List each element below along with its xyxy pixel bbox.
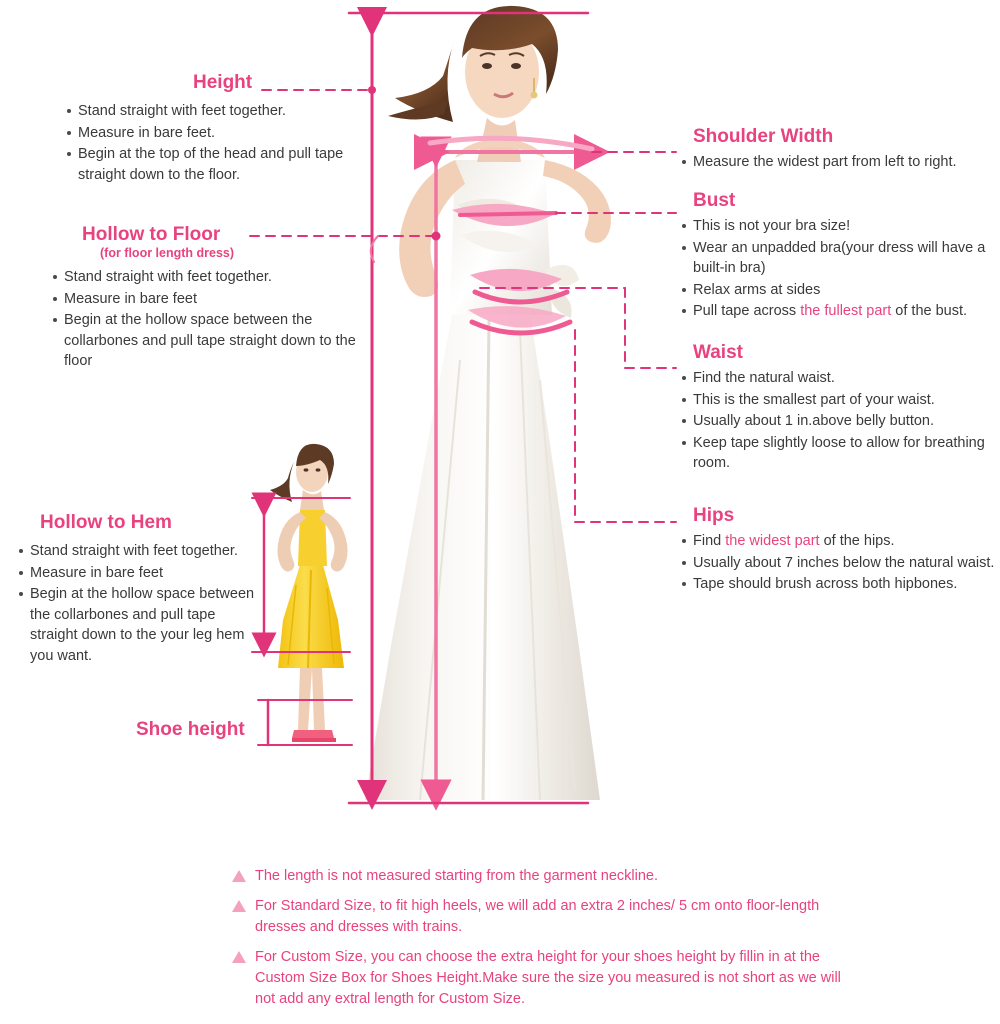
section-height-heading: Height — [193, 72, 253, 93]
footnote-row — [232, 866, 852, 887]
section-hollow-to-hem-bullets — [10, 541, 260, 666]
section-height — [63, 72, 363, 186]
list-item: Measure the widest part from left to right. — [693, 152, 997, 173]
section-hollow-to-floor-bullets — [42, 267, 362, 372]
footnote-text: For Standard Size, to fit high heels, we will add an extra 2 inches/ 5 cm onto floor-length dresses and dresses with trains. — [255, 898, 820, 935]
section-shoe-height — [136, 719, 245, 741]
list-item: Relax arms at sides — [693, 280, 997, 301]
list-item — [693, 531, 997, 552]
footnote-row — [232, 947, 852, 1010]
section-waist — [679, 342, 997, 475]
list-item: Begin at the hollow space between the collarbones and pull tape straight down to the floor — [64, 310, 362, 372]
section-bust-bullets — [679, 216, 997, 322]
section-shoe-height-heading: Shoe height — [136, 719, 245, 740]
footnote-text: The length is not measured starting from the garment neckline. — [255, 868, 658, 884]
section-hollow-to-hem-heading: Hollow to Hem — [40, 512, 172, 533]
section-hollow-to-floor — [42, 224, 362, 373]
footnote-text: For Custom Size, you can choose the extra height for your shoes height by fillin in at the Custom Size Box for Shoes Height.Make sure the size you measured is not short as we will not add any extral length for Custom Size. — [255, 949, 841, 1007]
warning-triangle-icon — [232, 951, 246, 963]
section-hips-bullets — [679, 531, 997, 595]
section-hips-heading: Hips — [693, 505, 735, 526]
list-item: Stand straight with feet together. — [30, 541, 260, 562]
bust-bullet-4-pre: Pull tape across — [693, 303, 801, 319]
section-waist-heading: Waist — [693, 342, 743, 363]
list-item: Find the natural waist. — [693, 368, 997, 389]
list-item: Tape should brush across both hipbones. — [693, 574, 997, 595]
section-height-bullets — [63, 101, 363, 185]
section-shoulder-width-heading: Shoulder Width — [693, 126, 834, 147]
footnotes — [232, 866, 852, 1019]
hips-bullet-1-highlight: the widest part — [725, 533, 820, 549]
section-hollow-to-floor-heading: Hollow to Floor — [82, 224, 221, 245]
list-item: Usually about 7 inches below the natural waist. — [693, 553, 997, 574]
footnote-row — [232, 896, 852, 938]
list-item: Measure in bare feet — [64, 289, 362, 310]
section-hollow-to-floor-subheading: (for floor length dress) — [100, 246, 235, 260]
list-item: Stand straight with feet together. — [64, 267, 362, 288]
section-waist-bullets — [679, 368, 997, 474]
list-item: This is the smallest part of your waist. — [693, 390, 997, 411]
hips-bullet-1-post: of the hips. — [819, 533, 895, 549]
list-item — [693, 301, 997, 322]
section-hips — [679, 505, 997, 596]
section-shoulder-width — [679, 126, 997, 174]
section-bust — [679, 190, 997, 323]
warning-triangle-icon — [232, 870, 246, 882]
bust-bullet-4-highlight: the fullest part — [800, 303, 892, 319]
section-bust-heading: Bust — [693, 190, 736, 211]
list-item: Begin at the hollow space between the collarbones and pull tape straight down to the your leg hem you want. — [30, 584, 260, 666]
list-item: Stand straight with feet together. — [78, 101, 363, 122]
list-item: Wear an unpadded bra(your dress will have a built-in bra) — [693, 238, 997, 279]
list-item: Begin at the top of the head and pull tape straight down to the floor. — [78, 144, 363, 185]
list-item: Measure in bare feet — [30, 563, 260, 584]
hips-bullet-1-pre: Find — [693, 533, 726, 549]
section-hollow-to-hem — [10, 512, 260, 667]
section-shoulder-width-bullets — [679, 152, 997, 173]
list-item: Measure in bare feet. — [78, 123, 363, 144]
list-item: Usually about 1 in.above belly button. — [693, 411, 997, 432]
bust-bullet-4-post: of the bust. — [891, 303, 968, 319]
yellow-dress-figure-photo — [270, 444, 348, 742]
list-item: This is not your bra size! — [693, 216, 997, 237]
list-item: Keep tape slightly loose to allow for breathing room. — [693, 433, 997, 474]
warning-triangle-icon — [232, 900, 246, 912]
